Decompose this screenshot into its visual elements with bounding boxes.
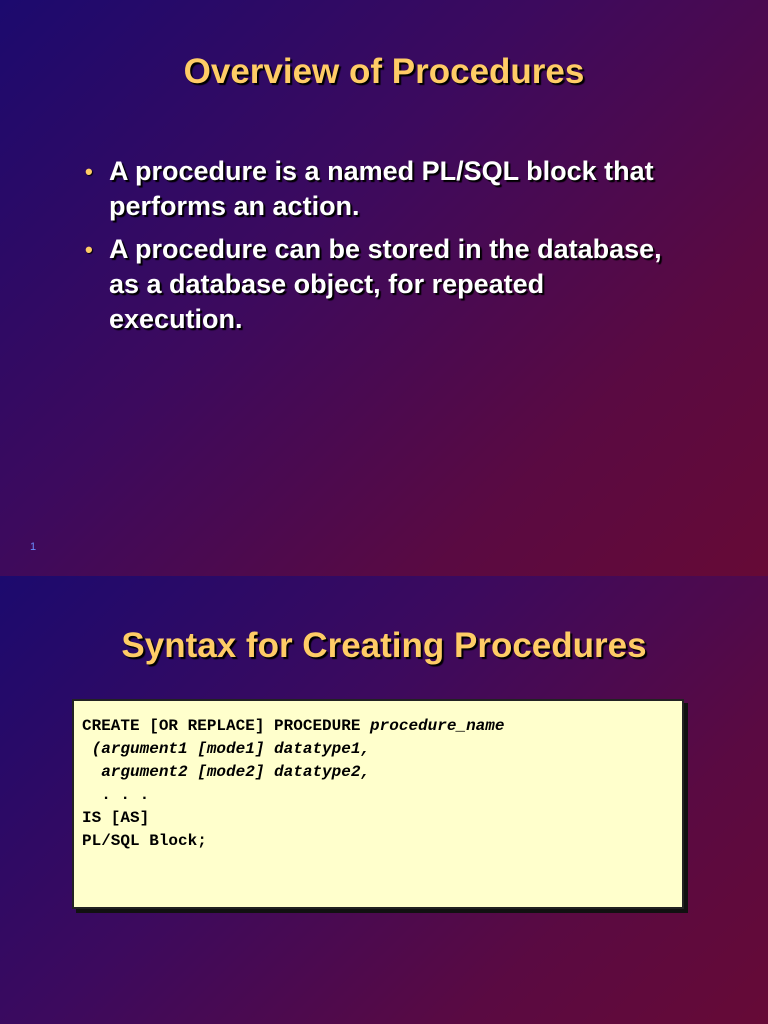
- bullet-item: [85, 154, 685, 224]
- bullet-item: [85, 232, 685, 337]
- code-line: [82, 761, 682, 784]
- code-line: PL/SQL Block;: [82, 832, 207, 850]
- code-placeholder: (argument1 [mode1] datatype1,: [91, 740, 371, 758]
- code-keyword: CREATE [OR REPLACE] PROCEDURE: [82, 717, 371, 735]
- code-line: [82, 715, 682, 738]
- code-line: . . .: [82, 786, 150, 804]
- bullet-list: [85, 154, 685, 345]
- code-indent: [82, 763, 101, 781]
- code-indent: [82, 740, 92, 758]
- code-placeholder: argument2 [mode2] datatype2,: [101, 763, 371, 781]
- bullet-text: A procedure can be stored in the database, as a database object, for repeated execution.: [109, 234, 662, 334]
- slide-number: 1: [30, 541, 37, 553]
- code-block: [72, 699, 684, 909]
- code-line: [82, 738, 682, 761]
- bullet-dot-icon: •: [85, 237, 93, 262]
- code-line: IS [AS]: [82, 809, 150, 827]
- code-placeholder: procedure_name: [370, 717, 505, 735]
- slide-syntax-for-creating-procedures: [0, 576, 768, 1024]
- slide-title: Syntax for Creating Procedures: [121, 626, 647, 665]
- slide-title: Overview of Procedures: [183, 52, 585, 91]
- bullet-text: A procedure is a named PL/SQL block that performs an action.: [109, 156, 654, 221]
- bullet-dot-icon: •: [85, 159, 93, 184]
